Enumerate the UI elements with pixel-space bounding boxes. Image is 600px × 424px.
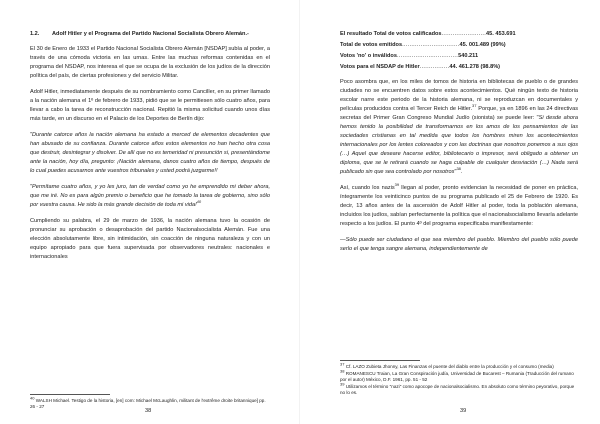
stat-label: Votos 'no' o inválidos xyxy=(340,53,397,59)
stat-nsdap-votes xyxy=(340,63,578,72)
section-heading xyxy=(30,30,270,39)
footnote-mark: 40 xyxy=(30,395,35,401)
footnote-ref-40[interactable]: 40 xyxy=(196,199,202,205)
footnote-divider xyxy=(30,394,110,395)
stat-leader-dots: ........................ xyxy=(441,31,487,37)
text-segment: Poco asombra que, en los miles de tomos de historia en bibliotecas de pueblo o de grandes ciudades no se encuentren datos sobre estos acontecimientos. Qué ningún texto de historia escolar narre este periodo de la historia alemana, ni se reproduzcan en documentales y películas producidos contra el Tercer Reich de Hitler. xyxy=(340,79,578,112)
footnote-ref-37[interactable]: 37 xyxy=(472,103,477,109)
stat-leader-dots: ................ xyxy=(419,64,450,70)
quote-secret-directives: Si desde ahora hemos tenido la posibilidad de transformarnos en los amos de los pensamientos de las sociedades cristianas en tal medida que todos los hombres miren los acontecimientos internacionales por los lentes coloreados y con las doctrinas que nosotros ponemos a sus ojos (…) Aquel que deseare hacerse editor, bibliotecario o impresor, será obligado a obtener un diploma, que se le retirará cuando se haga culpable de cualquier desviación (…) Nada será publicado sin que sea controlado por nosotros xyxy=(340,115,578,175)
right-text-column xyxy=(340,30,578,261)
stat-value: 540.211 xyxy=(458,53,479,59)
right-footnotes xyxy=(340,360,578,397)
footnote-mark: 38 xyxy=(340,368,345,374)
footnote-mark: 39 xyxy=(340,381,345,387)
paragraph-hitler-request: Adolf Hitler, inmediatamente después de su nombramiento como Canciller, en su primer llamado a la nación alemana el 1º de febrero de 1933, pidió que se le permitiesen sólo cuatro años, para llevar a cabo la tarea de reconstrucción nacional. Repitió la misma solicitud cuando unos días más tarde, en un discurso en el Palacio de los Deportes de Berlín dijo: xyxy=(30,89,270,122)
right-page xyxy=(300,0,600,424)
stat-value: 45. 001.489 (99%) xyxy=(459,42,506,48)
footnote-text: WALSH Michael. Testigo de la historia, [en] com: Michael McLaughlin, militant de l'extrême droite britannique] pp. 26 - 27 xyxy=(30,398,266,409)
paragraph-election: El 30 de Enero de 1933 el Partido Nacional Socialista Obrero Alemán [NSDAP] subía al poder, a través de una cómoda victoria en las urnas. Entre las muchas reformas contenidas en el programa del NSDAP, nos interesa el que se ocupa de la exclusión de los judíos de la dirección política del país, de ciertas profesiones y del servicio Militar. xyxy=(30,46,270,79)
footnote-text: ROMANESCU Traian, La Gran Conspiración judía, Universidad de Bucarest – Rumania (Traducción del rumano por el autor) México, D.F. 1961, pp. 51 - 52 xyxy=(340,371,574,382)
stat-leader-dots: ............................... xyxy=(402,42,460,48)
stat-no-invalid xyxy=(340,52,578,61)
quote-four-years xyxy=(30,183,270,210)
quote-four-years-text: "Permítame cuatro años, y yo les juro, tan de verdad como yo he emprendido mi deber ahora, que me iré. No es para algún premio o beneficio que he tomado la tarea de gobierno, sino sólo por vuestra causa. He sido la más grande decisión de toda mi vida! xyxy=(30,184,270,208)
stat-leader-dots: ................................. xyxy=(396,53,459,59)
quote-point-four: —Sólo puede ser ciudadano el que sea miembro del pueblo. Miembro del pueblo sólo puede serlo el que tenga sangre alemana, independientemente de xyxy=(340,237,578,252)
stat-label: Total de votos emitidos xyxy=(340,42,403,48)
footnote-37 xyxy=(340,361,578,370)
footnote-text: Cf. LAZO Zubieta Jhonny, Las Finanzas el puente del diablo entre la producción y el consumo (media) xyxy=(345,364,554,369)
text-segment: Porque, ya en 1896 en las 24 directivas secretas del Primer Gran Congreso Mundial Judío (sionista) se puede leer: " xyxy=(340,106,578,121)
footnote-ref-38[interactable]: 38 xyxy=(456,166,461,172)
paragraph-history-books: Poco asombra que, en los miles de tomos de historia en bibliotecas de pueblo o de grandes ciudades no se encuentren datos sobre estos acontecimientos. Qué ningún texto de historia escolar narre este periodo de la historia alemana, ni se reproduzcan en documentales y películas producidos contra el Tercer Reich de Hitler.$^{37}$ Porque, ya en 1896 en las 24 directivas secretas del Primer Gran Congreso Mundial Judío (sionista) se puede leer: "Si desde ahora hemos tenido la posibilidad de transformarnos en los amos de los pensamientos de las sociedades cristianas en tal medida que todos los hombres miren los acontecimientos internacionales por los lentes coloreados y con las doctrinas que nosotros ponemos a sus ojos (…) Aquel que deseare hacerse editor, bibliotecario o impresor, será obligado a obtener un diploma, que se le retirará cuando se haga culpable de cualquier desviación (…) Nada será publicado sin que sea controlado por nosotros"$^{38}$. xyxy=(340,79,578,175)
stat-value: 45. 453.691 xyxy=(486,31,516,37)
stat-label: Votos para el NSDAP de Hitler xyxy=(340,64,420,70)
text-segment: Así, cuando los nazis xyxy=(340,185,395,191)
stat-total-cast xyxy=(340,41,578,50)
left-text-column xyxy=(30,30,270,269)
stat-value: 44. 461.278 (98.8%) xyxy=(449,64,501,70)
footnote-divider xyxy=(340,360,420,361)
footnote-text: Utilizamos el término "nazi" como apocope de nacionalsocialismo. En absoluto como término peyorativo, porque no lo es. xyxy=(340,384,575,395)
footnote-ref-39[interactable]: 39 xyxy=(394,182,400,188)
stat-total-qualified xyxy=(340,30,578,39)
page-number-left: 38 xyxy=(145,408,152,414)
section-number: 1.2. xyxy=(30,31,40,37)
stat-label: El resultado Total de votos calificados xyxy=(340,31,442,37)
paragraph-1936-vote: Cumpliendo su palabra, el 29 de marzo de 1936, la nación alemana tuvo la ocasión de pronunciar su aprobación o desaprobación del partido Nacionalsocialista Alemán. Fue una elección absolutamente libre, sin intimidación, sin coacción de ninguna naturaleza y con un equipo apropiado para que fuera supervisada por observadores neutrales: nacionales e internacionales xyxy=(30,218,270,260)
footnote-38 xyxy=(340,368,578,383)
paragraph-nazis-power xyxy=(340,184,578,229)
quote-fourteen-years: "Durante catorce años la nación alemana ha estado a merced de elementos decadentes que han abusado de su confianza. Durante catorce años estos elementos no han hecho otra cosa que destruir, desintegrar y disolver. De allí que no es temeridad ni presunción si, presentándome ante la nación, hoy día, pregunto: ¡Nación alemana, danos cuatro años de tiempo, después de lo cual puedes acusarnos ante vuestros tribunales y usted podrá juzgarme!! xyxy=(30,132,270,174)
page-number-right: 39 xyxy=(460,408,467,414)
text-segment: llegan al poder, pronto evidencian la necesidad de poner en práctica, íntegramente los veinticinco puntos de su programa publicado el 25 de Febrero de 1920. Es decir, 13 años antes de la ascensión de Adolf Hitler al poder, toda la población alemana, incluidos los judíos, sabían perfectamente la política que el nacionalsocialismo llevaría adelante respecto a los judíos. El punto 4º del programa especificaba manifiestamente: xyxy=(340,185,579,227)
section-title: Adolf Hitler y el Programa del Partido Nacional Socialista Obrero Alemán.- xyxy=(52,31,249,37)
footnote-mark: 37 xyxy=(340,361,345,367)
footnote-39 xyxy=(340,381,578,396)
